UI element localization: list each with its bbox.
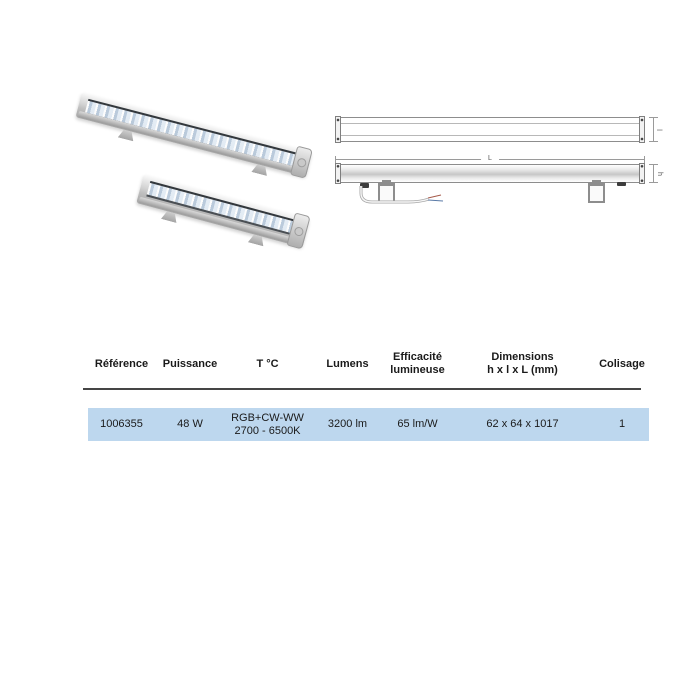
header-label: Dimensions xyxy=(491,351,554,363)
header-power xyxy=(155,358,225,371)
header-rule xyxy=(83,388,641,390)
header-efficacy xyxy=(385,351,450,377)
cell-value: 1006355 xyxy=(100,418,143,430)
table-header-row xyxy=(88,343,649,385)
header-label: Lumens xyxy=(326,357,369,370)
cell-lumens xyxy=(310,418,385,431)
product-photo xyxy=(78,82,326,230)
cell-value: 48 W xyxy=(177,418,203,430)
cell-efficacy xyxy=(385,418,450,431)
diagram-end-cap xyxy=(639,116,645,143)
header-label: T °C xyxy=(256,357,279,370)
diagram-end-cap xyxy=(639,163,645,184)
header-label: Puissance xyxy=(162,357,218,370)
end-cap-knockout xyxy=(293,226,304,237)
mounting-bracket xyxy=(588,183,605,203)
cell-value: 3200 lm xyxy=(327,418,368,430)
cell-value: RGB+CW-WW xyxy=(231,411,304,424)
extrusion-groove xyxy=(341,123,639,124)
cell-packing xyxy=(595,418,649,431)
dimension-width xyxy=(649,117,663,142)
table-data-row xyxy=(88,408,649,441)
header-dimensions xyxy=(450,351,595,377)
technical-drawing xyxy=(333,112,667,214)
end-cap xyxy=(290,146,313,179)
header-packing xyxy=(595,358,649,371)
power-cable xyxy=(347,186,447,218)
dimension-label-height: h xyxy=(655,171,663,176)
dimension-height xyxy=(649,164,663,183)
header-label: h x l x L (mm) xyxy=(487,364,558,376)
dimension-label-length: L xyxy=(481,154,499,164)
header-color-temp xyxy=(225,358,310,371)
header-label: Efficacité xyxy=(393,351,442,363)
fixture-long xyxy=(75,92,312,177)
cell-value: 65 lm/W xyxy=(397,418,438,430)
cell-value: 62 x 64 x 1017 xyxy=(486,418,559,430)
cell-value: 1 xyxy=(618,418,626,430)
diagram-end-cap xyxy=(335,116,341,143)
diagram-end-cap xyxy=(335,163,341,184)
led-strip-long xyxy=(84,99,295,168)
end-connector xyxy=(617,182,626,186)
end-cap-knockout xyxy=(296,157,307,168)
extrusion-groove xyxy=(341,135,639,136)
cell-color-temp xyxy=(225,412,310,438)
fixture-short xyxy=(136,174,310,247)
dimension-length xyxy=(335,156,645,163)
cell-value: 2700 - 6500K xyxy=(234,424,301,437)
dimension-tick xyxy=(644,156,645,163)
cell-reference xyxy=(88,418,155,431)
cell-dimensions xyxy=(450,418,595,431)
header-label: Colisage xyxy=(599,357,645,370)
cell-power xyxy=(155,418,225,431)
header-label: Référence xyxy=(94,357,149,370)
header-label: lumineuse xyxy=(390,364,445,376)
dimension-tick xyxy=(335,156,336,163)
header-reference xyxy=(88,358,155,371)
header-lumens xyxy=(310,358,385,371)
housing-rim xyxy=(78,111,298,173)
dimension-label-width: l xyxy=(654,128,662,131)
diagram-top-view xyxy=(335,117,645,142)
